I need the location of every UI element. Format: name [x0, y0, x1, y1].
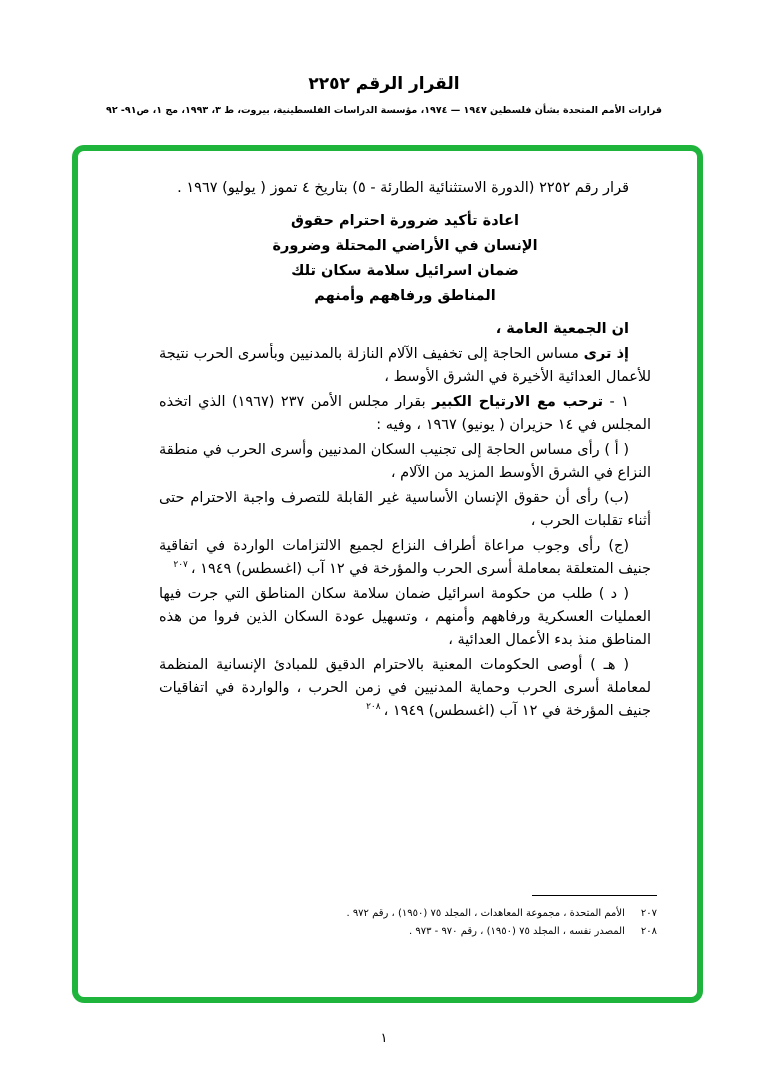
- subitem-b: [159, 487, 651, 533]
- preamble-paragraph: [159, 343, 651, 389]
- subitem-a-marker: ( أ ): [604, 442, 629, 458]
- subitem-b-marker: (ب): [604, 490, 629, 506]
- subitem-a-text: رأى مساس الحاجة إلى تجنيب السكان المدنيين وأسرى الحرب في منطقة النزاع في الشرق الأوسط المزيد من الآلام ،: [159, 442, 651, 481]
- heading-line: ضمان اسرائيل سلامة سكان تلك: [291, 263, 519, 279]
- subitem-e-marker: ( هـ ): [590, 657, 629, 673]
- footnote-207-text: الأمم المتحدة ، مجموعة المعاهدات ، المجلد ٧٥ (١٩٥٠) ، رقم ٩٧٢ .: [346, 908, 625, 919]
- heading-line: المناطق ورفاههم وأمنهم: [314, 288, 496, 304]
- subitem-d: [159, 583, 651, 652]
- footnote-208-text: المصدر نفسه ، المجلد ٧٥ (١٩٥٠) ، رقم ٩٧٠ - ٩٧٣ .: [408, 926, 625, 937]
- footnotes-section: [179, 895, 657, 941]
- preamble-text: مساس الحاجة إلى تخفيف الآلام النازلة بالمدنيين وبأسرى الحرب نتيجة للأعمال العدائية الأخيرة في الشرق الأوسط ،: [159, 346, 651, 385]
- page-number: ١: [380, 1031, 388, 1046]
- item-1-lead: ترحب مع الارتياح الكبير: [432, 394, 604, 410]
- subitem-c-marker: (ج): [608, 538, 629, 554]
- item-1-marker: ١ -: [603, 394, 630, 410]
- operative-item-1: [159, 391, 651, 437]
- footnote-208-number: ٢٠٨: [640, 926, 657, 937]
- preamble-lead: إذ ترى: [583, 346, 629, 362]
- resolution-border-box: [72, 145, 703, 1003]
- source-citation-line: قرارات الأمم المتحدة بشأن فلسطين ١٩٤٧ — ١٩٧٤، مؤسسة الدراسات الفلسطينية، بيروت، ط ٣، ١٩٩٣، مج ١، ص٩١- ٩٢: [106, 105, 662, 116]
- subitem-d-text: طلب من حكومة اسرائيل ضمان سلامة سكان المناطق التي جرت فيها العمليات العسكرية ورفاههم وأمنهم ، وتسهيل عودة السكان الذين فروا من هذه المناطق منذ بدء الأعمال العدائية ،: [159, 586, 651, 648]
- item-1-text: بقرار مجلس الأمن ٢٣٧ (١٩٦٧) الذي اتخذه المجلس في ١٤ حزيران ( يونيو) ١٩٦٧ ، وفيه :: [159, 394, 651, 433]
- footnote-separator-rule: [532, 895, 657, 896]
- document-title: القرار الرقم ٢٢٥٢: [308, 74, 460, 94]
- subitem-e-text: أوصى الحكومات المعنية بالاحترام الدقيق للمبادئ الإنسانية المنظمة لمعاملة أسرى الحرب وحماية المدنيين في زمن الحرب ، والواردة في اتفاقيات جنيف المؤرخة في ١٢ آب (اغسطس) ١٩٤٩ ،: [159, 657, 651, 719]
- subitem-c: [159, 535, 651, 581]
- general-assembly-line: ان الجمعية العامة ،: [495, 321, 629, 337]
- heading-line: اعادة تأكيد ضرورة احترام حقوق: [291, 213, 519, 229]
- footnote-208: [179, 923, 657, 941]
- footnote-207: [179, 905, 657, 923]
- footnote-reference-207: ٢٠٧: [173, 560, 188, 571]
- footnote-207-number: ٢٠٧: [640, 908, 657, 919]
- heading-line: الإنسان في الأراضي المحتلة وضرورة: [272, 238, 538, 254]
- subitem-b-text: رأى أن حقوق الإنسان الأساسية غير القابلة للتصرف واجبة الاحترام حتى أثناء تقلبات الحرب ،: [159, 490, 651, 529]
- footnote-reference-208: ٢٠٨: [366, 702, 381, 713]
- subitem-d-marker: ( د ): [598, 586, 629, 602]
- resolution-intro: قرار رقم ٢٢٥٢ (الدورة الاستثنائية الطارئة - ٥) بتاريخ ٤ تموز ( يوليو) ١٩٦٧ .: [177, 180, 629, 196]
- resolution-heading: [159, 209, 651, 309]
- subitem-e: [159, 654, 651, 723]
- subitem-c-text: رأى وجوب مراعاة أطراف النزاع لجميع الالتزامات الواردة في اتفاقية جنيف المتعلقة بمعاملة أسرى الحرب والمؤرخة في ١٢ آب (اغسطس) ١٩٤٩ ،: [159, 538, 651, 577]
- resolution-body: [159, 177, 651, 723]
- subitem-a: [159, 439, 651, 485]
